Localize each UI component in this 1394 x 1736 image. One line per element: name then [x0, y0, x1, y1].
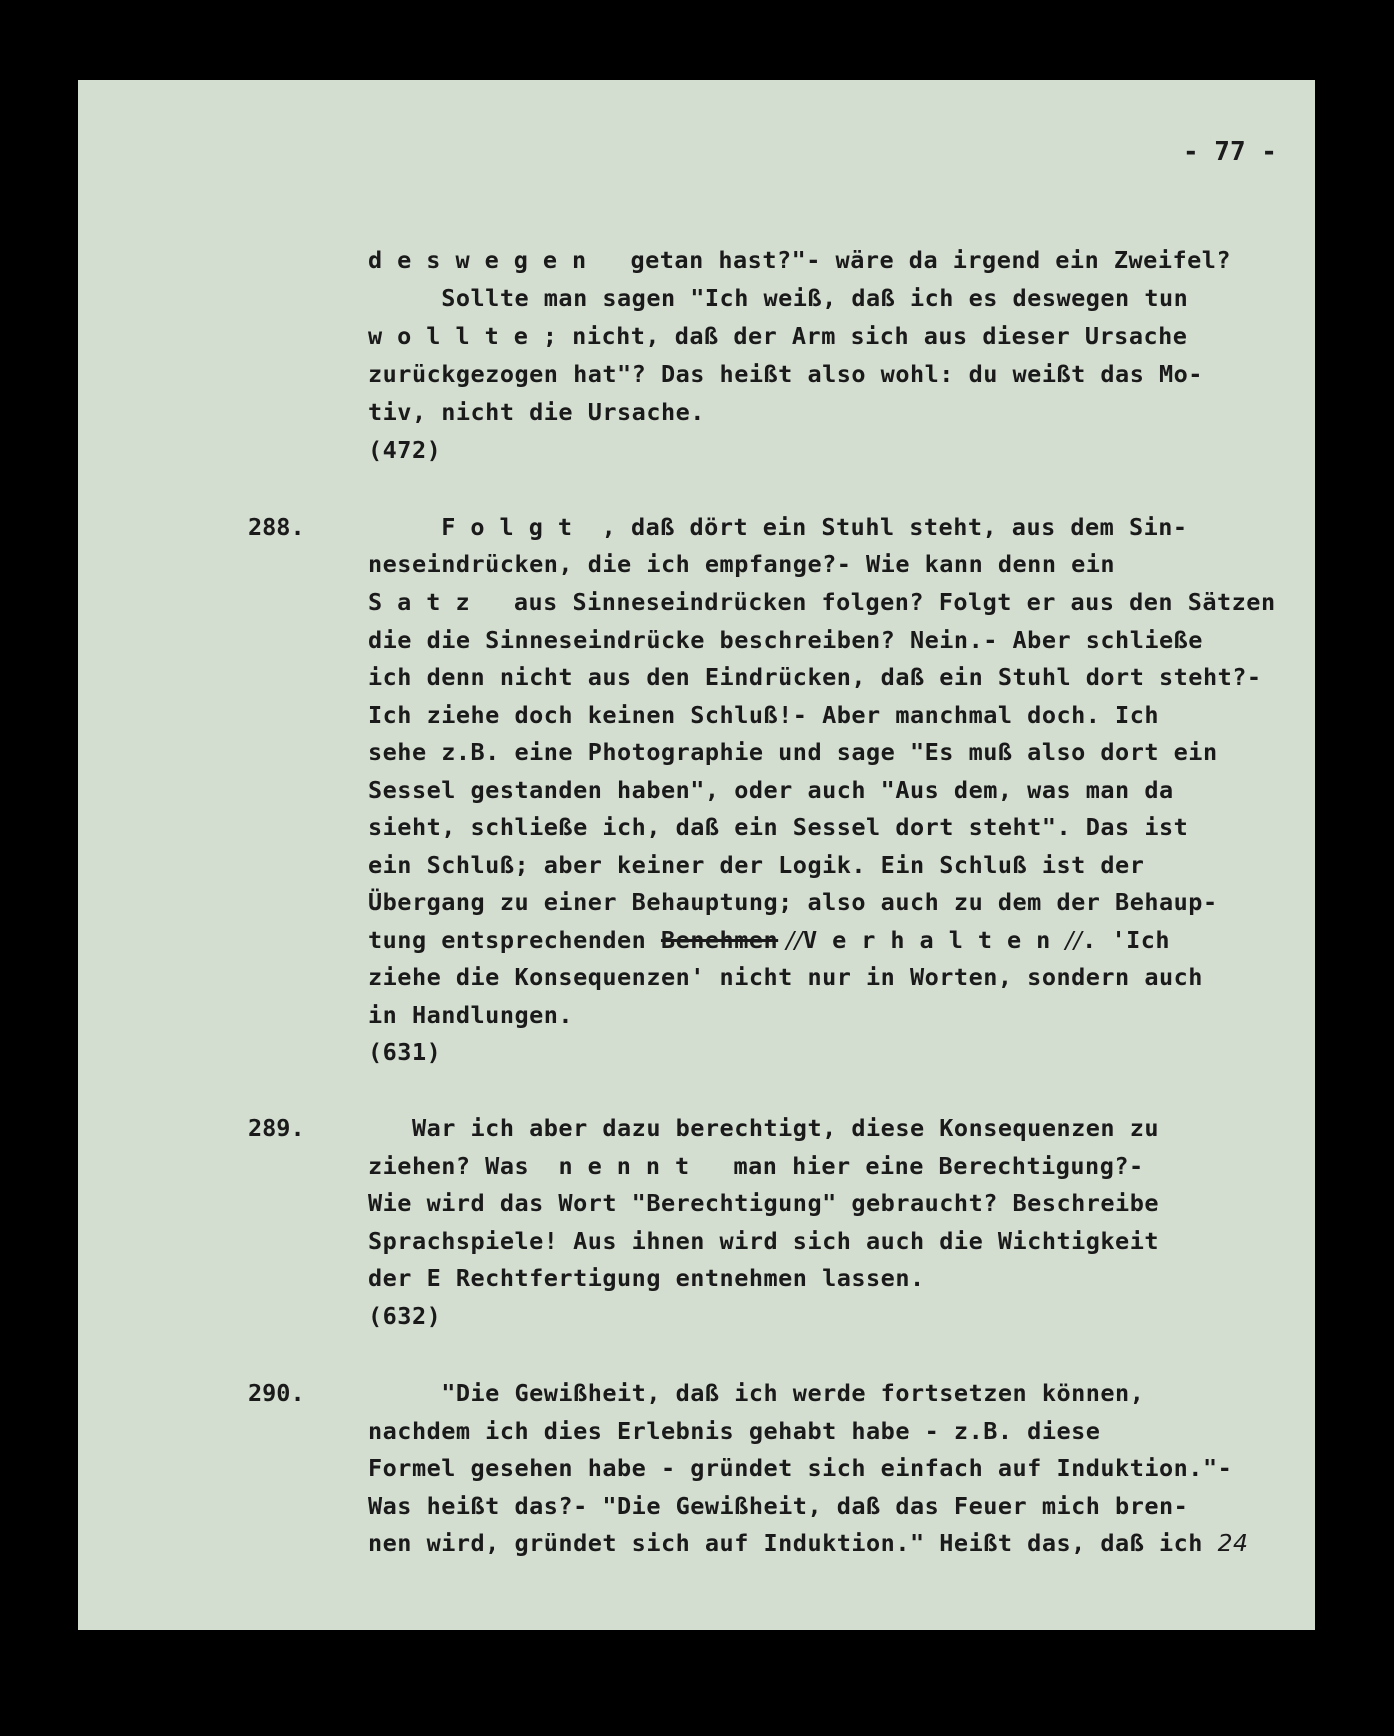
text-line [368, 321, 1187, 351]
text-line: in Handlungen. [368, 1001, 574, 1029]
line-text: getan hast?"- wäre da irgend ein Zweifel? [601, 246, 1232, 274]
text-line [368, 512, 1188, 542]
spaced-word: nennt [558, 1152, 705, 1180]
text-line: "Die Gewißheit, daß ich werde fortsetzen können, [368, 1379, 1145, 1407]
spaced-word: Folgt [441, 513, 587, 541]
line-text: tung entsprechenden [368, 926, 661, 954]
text-line: die die Sinneseindrücke beschreiben? Nein.- Aber schließe [368, 626, 1203, 654]
text-line: der E Rechtfertigung entnehmen lassen. [368, 1264, 925, 1292]
line-text: man hier eine Berechtigung?- [704, 1152, 1144, 1180]
struck-word: Benehmen [660, 926, 779, 954]
text-line [368, 587, 1276, 617]
text-line: ein Schluß; aber keiner der Logik. Ein Schluß ist der [368, 851, 1145, 879]
line-text: aus Sinneseindrücken folgen? Folgt er aus den Sätzen [484, 588, 1276, 616]
reference: (472) [368, 436, 442, 464]
text-line [368, 925, 1170, 955]
section-number: 289. [248, 1114, 305, 1142]
handwritten-mark: // [778, 926, 803, 954]
text-line: Wie wird das Wort "Berechtigung" gebraucht? Beschreibe [368, 1189, 1160, 1217]
text-line: Sollte man sagen "Ich weiß, daß ich es deswegen tun [368, 284, 1189, 312]
handwritten-mark: // [1065, 926, 1083, 954]
text-line: sieht, schließe ich, daß ein Sessel dort steht". Das ist [368, 813, 1189, 841]
text-line [368, 245, 1231, 275]
text-line: Sessel gestanden haben", oder auch "Aus dem, was man da [368, 776, 1174, 804]
text-line: ziehe die Konsequenzen' nicht nur in Worten, sondern auch [368, 963, 1203, 991]
text-line: nachdem ich dies Erlebnis gehabt habe - z.B. diese [368, 1417, 1101, 1445]
text-line: Formel gesehen habe - gründet sich einfach auf Induktion."- [368, 1454, 1233, 1482]
text-line: Was heißt das?- "Die Gewißheit, daß das Feuer mich bren- [368, 1492, 1189, 1520]
spaced-word: Satz [368, 588, 485, 616]
text-line: War ich aber dazu berechtigt, diese Konsequenzen zu [368, 1114, 1160, 1142]
text-line: neseindrücken, die ich empfange?- Wie kann denn ein [368, 550, 1116, 578]
text-line: zurückgezogen hat"? Das heißt also wohl: du weißt das Mo- [368, 360, 1203, 388]
text-line [368, 1151, 1144, 1181]
text-line: sehe z.B. eine Photographie und sage "Es muß also dort ein [368, 738, 1218, 766]
line-text: ziehen? Was [368, 1152, 559, 1180]
text-line: Ich ziehe doch keinen Schluß!- Aber manchmal doch. Ich [368, 701, 1160, 729]
text-line: ich denn nicht aus den Eindrücken, daß ein Stuhl dort steht?- [368, 663, 1262, 691]
line-text: , daß dört ein Stuhl steht, aus dem Sin- [587, 513, 1188, 541]
reference: (631) [368, 1038, 442, 1066]
line-text: . 'Ich [1082, 926, 1171, 954]
section-number: 288. [248, 513, 305, 541]
page-number: - 77 - [1183, 137, 1277, 167]
spaced-word: deswegen [368, 246, 602, 274]
handwritten-note: 24 [1217, 1529, 1249, 1557]
text-line [368, 1528, 1249, 1558]
text-line: Sprachspiele! Aus ihnen wird sich auch die Wichtigkeit [368, 1227, 1160, 1255]
spaced-word: wollte [368, 322, 543, 350]
spaced-word: Verhalten [802, 926, 1066, 954]
line-text: ; nicht, daß der Arm sich aus dieser Ursache [542, 322, 1188, 350]
reference: (632) [368, 1302, 442, 1330]
text-line: Übergang zu einer Behauptung; also auch zu dem der Behaup- [368, 888, 1218, 916]
section-number: 290. [248, 1379, 305, 1407]
document-page [78, 80, 1315, 1630]
text-line: tiv, nicht die Ursache. [368, 398, 705, 426]
indent [368, 513, 441, 541]
line-text: nen wird, gründet sich auf Induktion." Heißt das, daß ich [368, 1529, 1203, 1557]
